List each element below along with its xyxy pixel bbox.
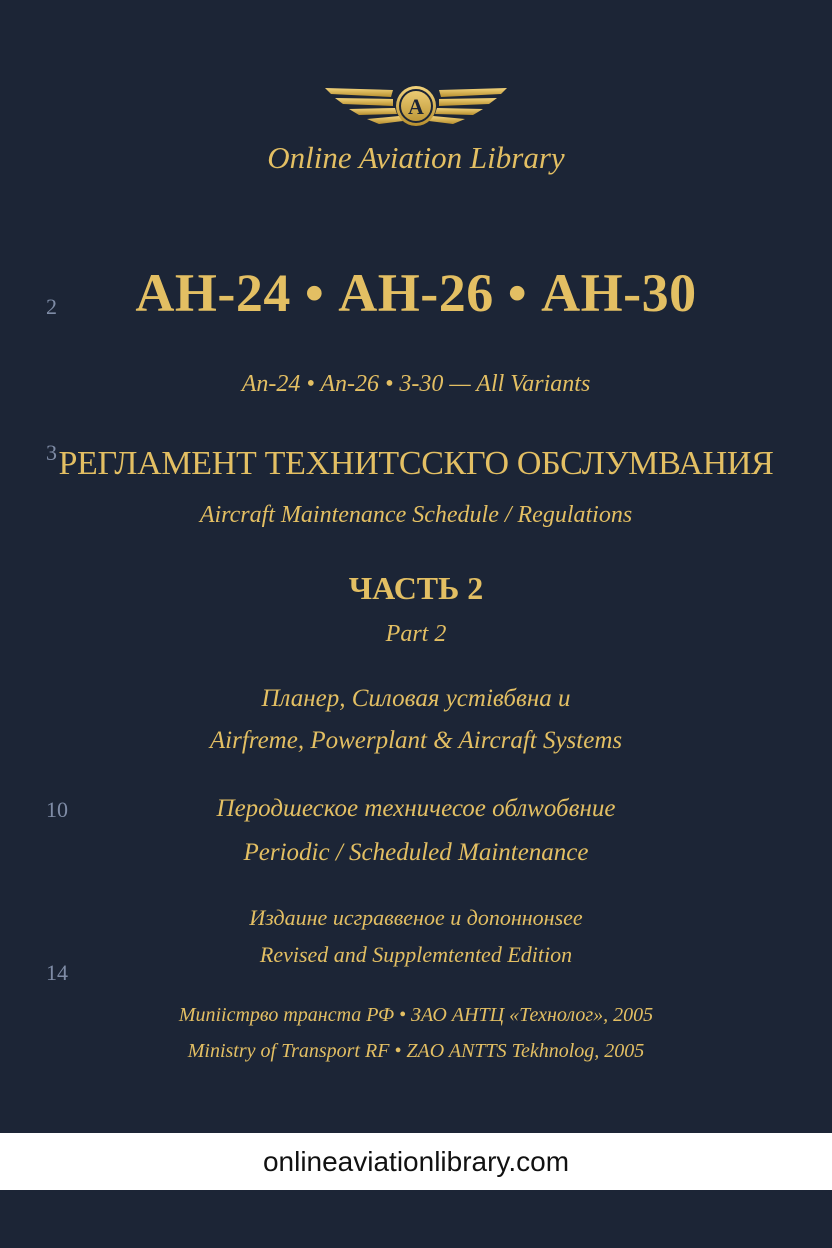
publisher-english: Ministry of Transport RF • ZAO ANTTS Tekhnolog, 2005 xyxy=(187,1040,645,1062)
emblem-letter: A xyxy=(408,94,424,119)
part-russian: ЧАСТЬ 2 xyxy=(348,570,484,606)
margin-number: 2 xyxy=(46,294,57,319)
heading-english: Aircraft Maintenance Schedule / Regulations xyxy=(199,502,633,528)
publisher-russian: Мunіістрво транста РФ • ЗАО АНТЦ «Технолог», 2005 xyxy=(178,1004,654,1026)
margin-number: 3 xyxy=(46,440,57,465)
maintenance-english: Periodic / Scheduled Maintenance xyxy=(243,839,589,866)
heading-russian: РЕГЛАМЕНТ ТЕХНИТССКГО ОБСЛУМВАНИЯ xyxy=(58,445,774,482)
brand-name: Online Aviation Library xyxy=(267,140,565,175)
variants-subtitle: An-24 • An-26 • 3-30 — All Variants xyxy=(241,371,591,397)
maintenance-russian: Перодшеское техничесое облwобвние xyxy=(216,795,616,822)
footer-banner xyxy=(0,1133,832,1190)
aircraft-title: АН-24 • АН-26 • АН-30 xyxy=(135,263,697,323)
footer-url[interactable]: onlineaviationlibrary.com xyxy=(262,1145,570,1177)
edition-english: Revised and Supplemtented Edition xyxy=(259,942,573,967)
part-english: Part 2 xyxy=(385,621,447,647)
scope-english: Airfreme, Powerplant & Aircraft Systems xyxy=(209,727,623,754)
winged-emblem-logo xyxy=(321,82,511,134)
margin-number: 14 xyxy=(46,960,68,985)
scope-russian: Планер, Силовая устівбвна и xyxy=(261,685,571,712)
edition-russian: Издаине исграввеное и допоннонsее xyxy=(249,905,583,930)
margin-number: 10 xyxy=(46,797,68,822)
